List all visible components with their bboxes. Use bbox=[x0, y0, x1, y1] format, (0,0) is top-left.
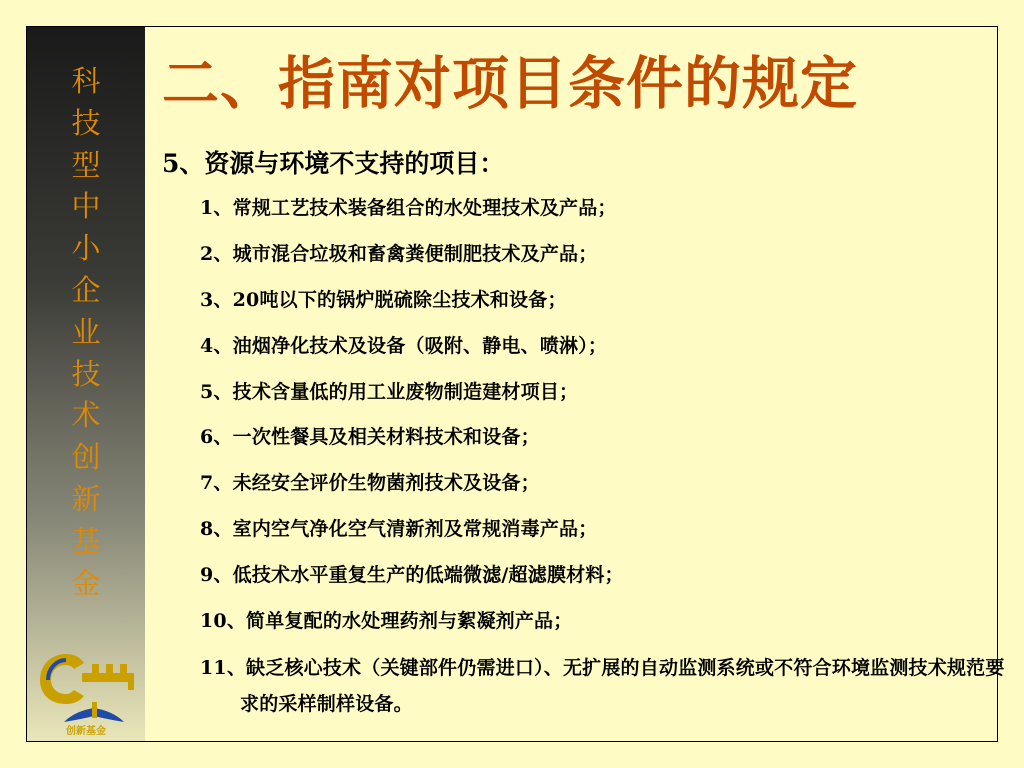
sidebar-char: 科 bbox=[71, 64, 101, 98]
sidebar-char: 创 bbox=[71, 440, 101, 475]
sidebar-char: 技 bbox=[71, 105, 101, 140]
sidebar-char: 企 bbox=[71, 272, 101, 307]
logo-text: 创新基金 bbox=[66, 726, 106, 736]
sidebar-char: 金 bbox=[71, 565, 101, 600]
section-heading: 5、资源与环境不支持的项目： bbox=[162, 149, 505, 178]
list-item: 11、缺乏核心技术（关键部件仍需进口）、无扩展的自动监测系统或不符合环境监测技术规范要求的采样制样设备。 bbox=[200, 656, 1005, 715]
sidebar-char: 基 bbox=[71, 523, 101, 558]
sidebar-char: 技 bbox=[71, 356, 101, 391]
sidebar bbox=[27, 27, 145, 741]
item-list bbox=[200, 191, 1005, 722]
list-item: 7、未经安全评价生物菌剂技术及设备； bbox=[200, 472, 540, 495]
sidebar-char: 中 bbox=[71, 189, 101, 224]
sidebar-char: 术 bbox=[71, 398, 101, 433]
list-item: 6、一次性餐具及相关材料技术和设备； bbox=[200, 426, 540, 449]
list-item: 5、技术含量低的用工业废物制造建材项目； bbox=[200, 380, 579, 403]
key-logo-icon bbox=[36, 640, 141, 736]
sidebar-char: 小 bbox=[71, 231, 101, 266]
slide-title: 二、指南对项目条件的规定 bbox=[162, 51, 858, 117]
list-item: 10、简单复配的水处理药剂与絮凝剂产品； bbox=[200, 610, 573, 633]
list-item: 1、常规工艺技术装备组合的水处理技术及产品； bbox=[200, 197, 617, 219]
sidebar-char: 业 bbox=[71, 314, 101, 349]
sidebar-char: 新 bbox=[71, 481, 101, 516]
list-item: 2、城市混合垃圾和畜禽粪便制肥技术及产品； bbox=[200, 242, 598, 265]
list-item: 4、油烟净化技术及设备（吸附、静电、喷淋）； bbox=[200, 334, 608, 357]
list-item: 9、低技术水平重复生产的低端微滤/超滤膜材料； bbox=[200, 564, 624, 587]
sidebar-char: 型 bbox=[71, 147, 101, 182]
list-item: 3、20吨以下的锅炉脱硫除尘技术和设备； bbox=[200, 288, 567, 311]
sidebar-vertical-title bbox=[27, 61, 145, 604]
list-item: 8、室内空气净化空气清新剂及常规消毒产品； bbox=[200, 518, 598, 541]
